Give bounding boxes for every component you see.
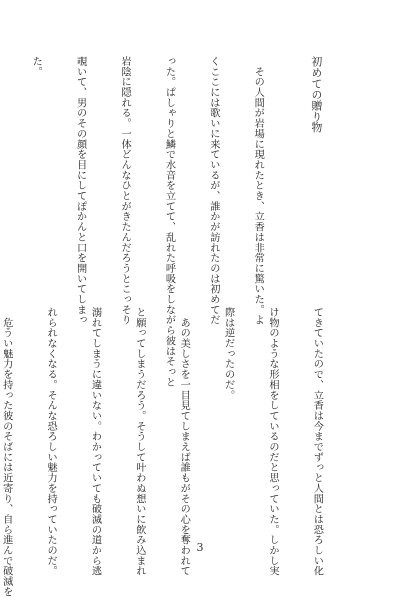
text-line: てきていたので、立香は今までずっと人間とは恐ろしい化	[311, 307, 323, 577]
text-line: 溺れてしまうに違いない。わかっていても破滅の道から逃	[89, 307, 101, 577]
text-line: 覗いて、男のその顔を目にしてぽかんと口を開いてしまっ	[74, 56, 86, 326]
text-line: と願ってしまうだろう。そうして叶わぬ想いに飲み込まれ	[133, 307, 145, 577]
text-line: くここには歌いに来ているが、誰かが訪れたのは初めてだ	[207, 56, 219, 326]
page-number: 3	[196, 541, 204, 554]
bottom-text-block	[0, 307, 353, 597]
text-line: あの美しさを一目見てしまえば誰もがその心を奪われて	[178, 307, 190, 577]
text-line: 際は逆だったのだ。	[222, 307, 234, 401]
text-line: 岩陰に隠れる。一体どんなひとがきたんだろうとこっそり	[119, 56, 131, 326]
text-line: った。ぱしゃりと鱗で水音を立てて、乱れた呼吸をしながら彼はそっと	[163, 56, 175, 388]
text-line: その人間が岩場に現れたとき、立香は非常に驚いた。よ	[252, 56, 264, 326]
text-line: れられなくなる。そんな恐ろしい魅力を持っていたのだ。	[45, 307, 57, 577]
story-title: 初めての贈り物	[310, 56, 324, 133]
text-line: 危うい魅力を持った彼のそばには近寄り、自ら進んで破滅を	[0, 307, 12, 597]
text-line: た。	[30, 56, 42, 77]
text-line: け物のような形相をしているのだと思っていた。しかし実	[267, 307, 279, 577]
